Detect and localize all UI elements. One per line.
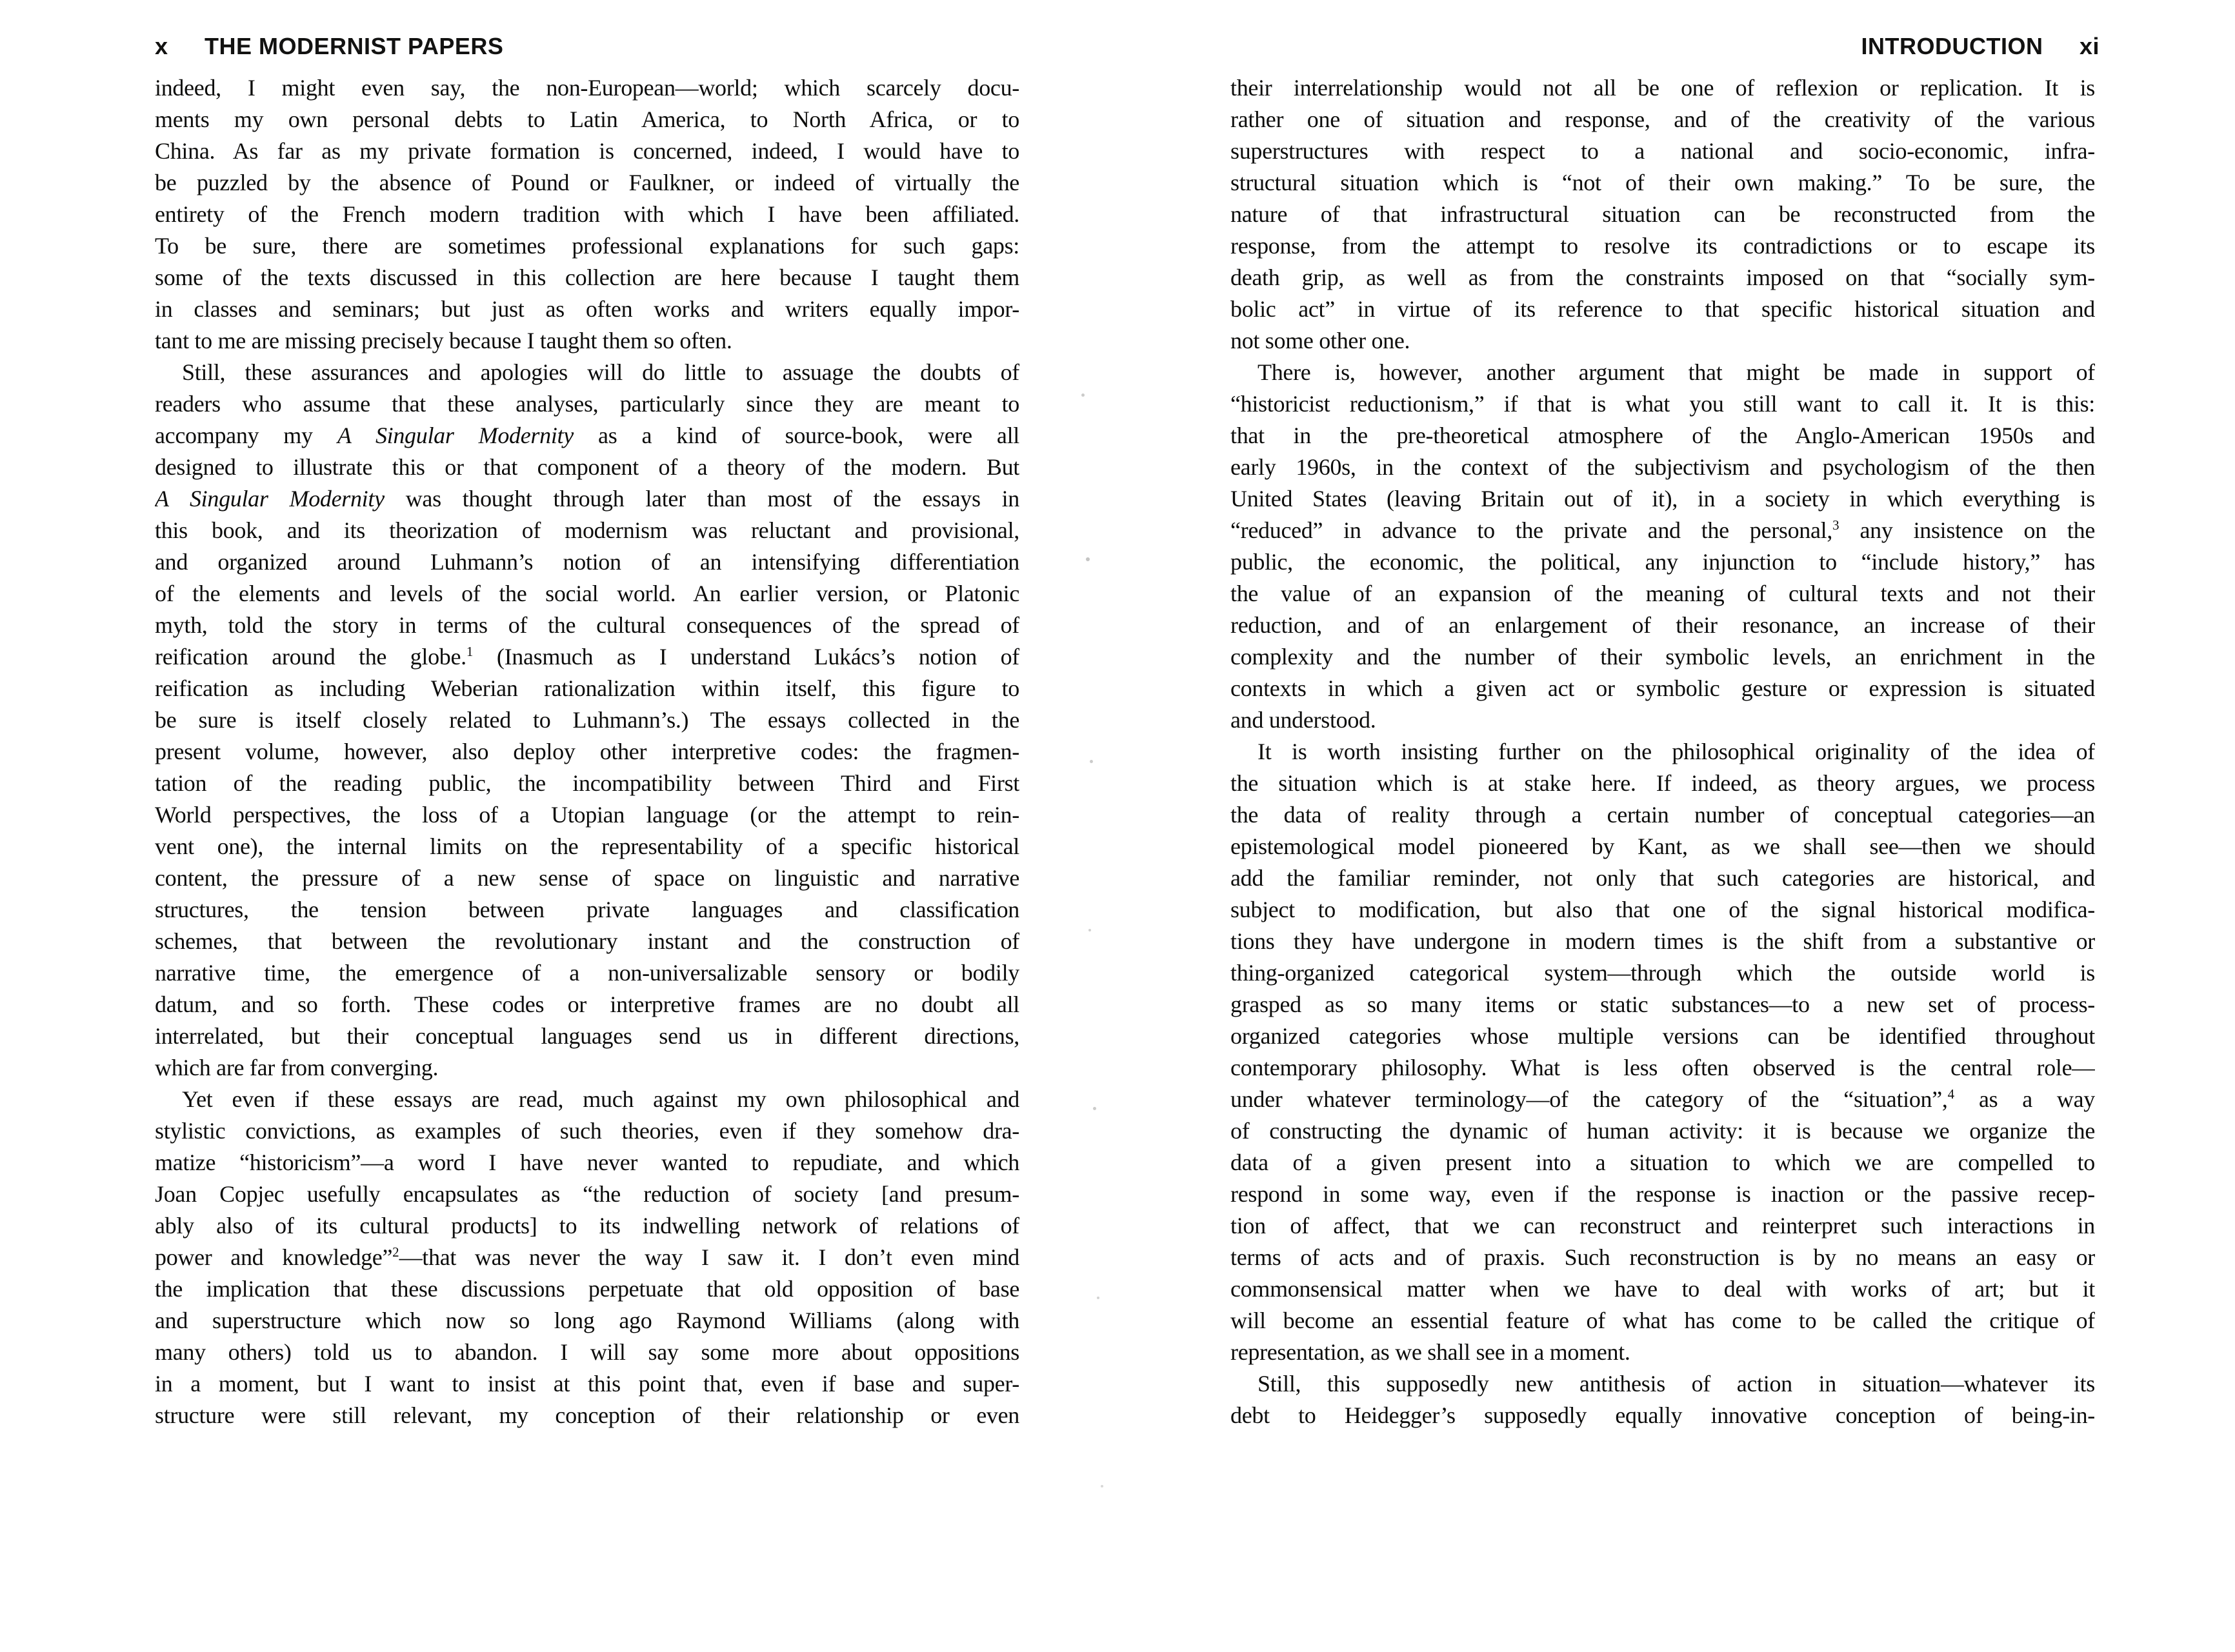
text-line: tions they have undergone in modern times is the shift from a substantive or (1230, 928, 2095, 954)
text-line: reification as including Weberian rationalization within itself, this figure to (155, 675, 1019, 701)
text-line: early 1960s, in the context of the subjectivism and psychologism of the then (1230, 454, 2095, 480)
text-line: World perspectives, the loss of a Utopian language (or the attempt to rein- (155, 802, 1019, 828)
text-line: and superstructure which now so long ago Raymond Williams (along with (155, 1308, 1019, 1333)
scan-speckle (1086, 557, 1090, 561)
page-number: xi (2079, 33, 2100, 59)
text-line: There is, however, another argument that might be made in support of (1258, 359, 2095, 385)
italic-book-title: A Singular Modernity (155, 486, 385, 512)
text-line: contemporary philosophy. What is less often observed is the central role— (1230, 1055, 2095, 1080)
text-line: subject to modification, but also that one of the signal historical modifica- (1230, 897, 2095, 922)
text-line: thing-organized categorical system—through which the outside world is (1230, 960, 2095, 986)
scan-speckle (1088, 929, 1091, 931)
text-line: myth, told the story in terms of the cultural consequences of the spread of (155, 612, 1019, 638)
text-line: present volume, however, also deploy other interpretive codes: the fragmen- (155, 739, 1019, 764)
text-line: the value of an expansion of the meaning of cultural texts and not their (1230, 581, 2095, 606)
text-line: superstructures with respect to a national and socio-economic, infra- (1230, 138, 2095, 164)
text-line: that in the pre-theoretical atmosphere of the Anglo-American 1950s and (1230, 423, 2095, 448)
text-line: many others) told us to abandon. I will say some more about oppositions (155, 1339, 1019, 1365)
text-line: terms of acts and of praxis. Such reconstruction is by no means an easy or (1230, 1244, 2095, 1270)
text-line: and organized around Luhmann’s notion of an intensifying differentiation (155, 549, 1019, 575)
text-line: which are far from converging. (155, 1055, 439, 1080)
text-line: death grip, as well as from the constraints imposed on that “socially sym- (1230, 264, 2095, 290)
text-line: Yet even if these essays are read, much against my own philosophical and (182, 1086, 1019, 1112)
page-body-right (1230, 72, 2095, 1431)
text-line: indeed, I might even say, the non-European—world; which scarcely docu- (155, 75, 1019, 101)
footnote-ref: 3 (1832, 517, 1839, 533)
text-line: tion of affect, that we can reconstruct and reinterpret such interactions in (1230, 1213, 2095, 1239)
text-line: representation, as we shall see in a moment. (1230, 1339, 1630, 1365)
page-right (1118, 0, 2235, 1652)
text-line: of the elements and levels of the social world. An earlier version, or Platonic (155, 581, 1019, 606)
text-line: be puzzled by the absence of Pound or Faulkner, or indeed of virtually the (155, 170, 1019, 195)
text-line: organized categories whose multiple versions can be identified throughout (1230, 1023, 2095, 1049)
running-title: THE MODERNIST PAPERS (205, 33, 504, 59)
text-line: respond in some way, even if the response is inaction or the passive recep- (1230, 1181, 2095, 1207)
page-number: x (155, 33, 168, 59)
text-line: grasped as so many items or static substances—to a new set of process- (1230, 991, 2095, 1017)
italic-book-title: A Singular Modernity (337, 423, 574, 448)
text-line: A Singular Modernity was thought through later than most of the essays in (155, 486, 1019, 512)
scan-speckle (1097, 1297, 1099, 1299)
text-line: China. As far as my private formation is concerned, indeed, I would have to (155, 138, 1019, 164)
text-line: entirety of the French modern tradition with which I have been affiliated. (155, 201, 1019, 227)
text-line: this book, and its theorization of modernism was reluctant and provisional, (155, 517, 1019, 543)
text-line: schemes, that between the revolutionary instant and the construction of (155, 928, 1019, 954)
text-line: be sure is itself closely related to Luhmann’s.) The essays collected in the (155, 707, 1019, 733)
text-line: tant to me are missing precisely because I taught them so often. (155, 328, 732, 353)
text-line: their interrelationship would not all be one of reflexion or replication. It is (1230, 75, 2095, 101)
text-line: the situation which is at stake here. If indeed, as theory argues, we process (1230, 770, 2095, 796)
footnote-ref: 1 (466, 644, 474, 659)
text-line: vent one), the internal limits on the representability of a specific historical (155, 833, 1019, 859)
text-line: rather one of situation and response, and of the creativity of the various (1230, 106, 2095, 132)
page-body-left (155, 72, 1019, 1431)
text-line: commonsensical matter when we have to deal with works of art; but it (1230, 1276, 2095, 1302)
text-line: Still, this supposedly new antithesis of action in situation—whatever its (1258, 1371, 2095, 1397)
scan-speckle (1081, 393, 1085, 397)
text-line: will become an essential feature of what has come to be called the critique of (1230, 1308, 2095, 1333)
text-line: bolic act” in virtue of its reference to that specific historical situation and (1230, 296, 2095, 322)
text-line: of constructing the dynamic of human activity: it is because we organize the (1230, 1118, 2095, 1144)
text-line: ably also of its cultural products] to its indwelling network of relations of (155, 1213, 1019, 1239)
text-line: reduction, and of an enlargement of their resonance, an increase of their (1230, 612, 2095, 638)
text-line: public, the economic, the political, any injunction to “include history,” has (1230, 549, 2095, 575)
scan-speckle (1101, 1485, 1103, 1488)
text-line: and understood. (1230, 707, 1376, 733)
running-head-right (1861, 32, 2100, 61)
text-line: matize “historicism”—a word I have never wanted to repudiate, and which (155, 1149, 1019, 1175)
text-line: some of the texts discussed in this collection are here because I taught them (155, 264, 1019, 290)
text-line: “historicist reductionism,” if that is what you still want to call it. It is this: (1230, 391, 2095, 417)
text-line: structure were still relevant, my conception of their relationship or even (155, 1402, 1019, 1428)
text-line: stylistic convictions, as examples of such theories, even if they somehow dra- (155, 1118, 1019, 1144)
text-line: designed to illustrate this or that component of a theory of the modern. But (155, 454, 1019, 480)
text-line: Still, these assurances and apologies will do little to assuage the doubts of (182, 359, 1019, 385)
text-line: in classes and seminars; but just as often works and writers equally impor- (155, 296, 1019, 322)
text-line: complexity and the number of their symbolic levels, an enrichment in the (1230, 644, 2095, 670)
footnote-ref: 4 (1947, 1086, 1955, 1102)
text-line: accompany my A Singular Modernity as a kind of source-book, were all (155, 423, 1019, 448)
text-line: Joan Copjec usefully encapsulates as “the reduction of society [and presum- (155, 1181, 1019, 1207)
text-line: readers who assume that these analyses, particularly since they are meant to (155, 391, 1019, 417)
text-line: epistemological model pioneered by Kant, as we shall see—then we should (1230, 833, 2095, 859)
scan-speckle (1093, 1107, 1096, 1110)
text-line: the data of reality through a certain number of conceptual categories—an (1230, 802, 2095, 828)
text-line: content, the pressure of a new sense of space on linguistic and narrative (155, 865, 1019, 891)
text-line: To be sure, there are sometimes professional explanations for such gaps: (155, 233, 1019, 259)
text-line: United States (leaving Britain out of it), in a society in which everything is (1230, 486, 2095, 512)
text-line: It is worth insisting further on the philosophical originality of the idea of (1258, 739, 2095, 764)
running-title: INTRODUCTION (1861, 33, 2043, 59)
text-line: “reduced” in advance to the private and the personal,$^3$ any insistence on the (1230, 517, 2095, 543)
text-line: structures, the tension between private languages and classification (155, 897, 1019, 922)
text-line: debt to Heidegger’s supposedly equally innovative conception of being-in- (1230, 1402, 2095, 1428)
text-line: power and knowledge”$^2$—that was never the way I saw it. I don’t even mind (155, 1244, 1019, 1270)
text-line: the implication that these discussions perpetuate that old opposition of base (155, 1276, 1019, 1302)
text-line: response, from the attempt to resolve its contradictions or to escape its (1230, 233, 2095, 259)
text-line: ments my own personal debts to Latin America, to North Africa, or to (155, 106, 1019, 132)
scan-speckle (1090, 760, 1093, 763)
text-line: reification around the globe.$^1$ (Inasmuch as I understand Lukács’s notion of (155, 644, 1019, 670)
text-line: nature of that infrastructural situation can be reconstructed from the (1230, 201, 2095, 227)
text-line: add the familiar reminder, not only that such categories are historical, and (1230, 865, 2095, 891)
running-head-left (155, 32, 503, 61)
text-line: not some other one. (1230, 328, 1410, 353)
text-line: interrelated, but their conceptual languages send us in different directions, (155, 1023, 1019, 1049)
text-line: contexts in which a given act or symbolic gesture or expression is situated (1230, 675, 2095, 701)
text-line: under whatever terminology—of the category of the “situation”,$^4$ as a way (1230, 1086, 2095, 1112)
text-line: in a moment, but I want to insist at this point that, even if base and super- (155, 1371, 1019, 1397)
text-line: data of a given present into a situation to which we are compelled to (1230, 1149, 2095, 1175)
text-line: datum, and so forth. These codes or interpretive frames are no doubt all (155, 991, 1019, 1017)
text-line: tation of the reading public, the incompatibility between Third and First (155, 770, 1019, 796)
footnote-ref: 2 (392, 1244, 399, 1260)
text-line: narrative time, the emergence of a non-universalizable sensory or bodily (155, 960, 1019, 986)
text-line: structural situation which is “not of their own making.” To be sure, the (1230, 170, 2095, 195)
